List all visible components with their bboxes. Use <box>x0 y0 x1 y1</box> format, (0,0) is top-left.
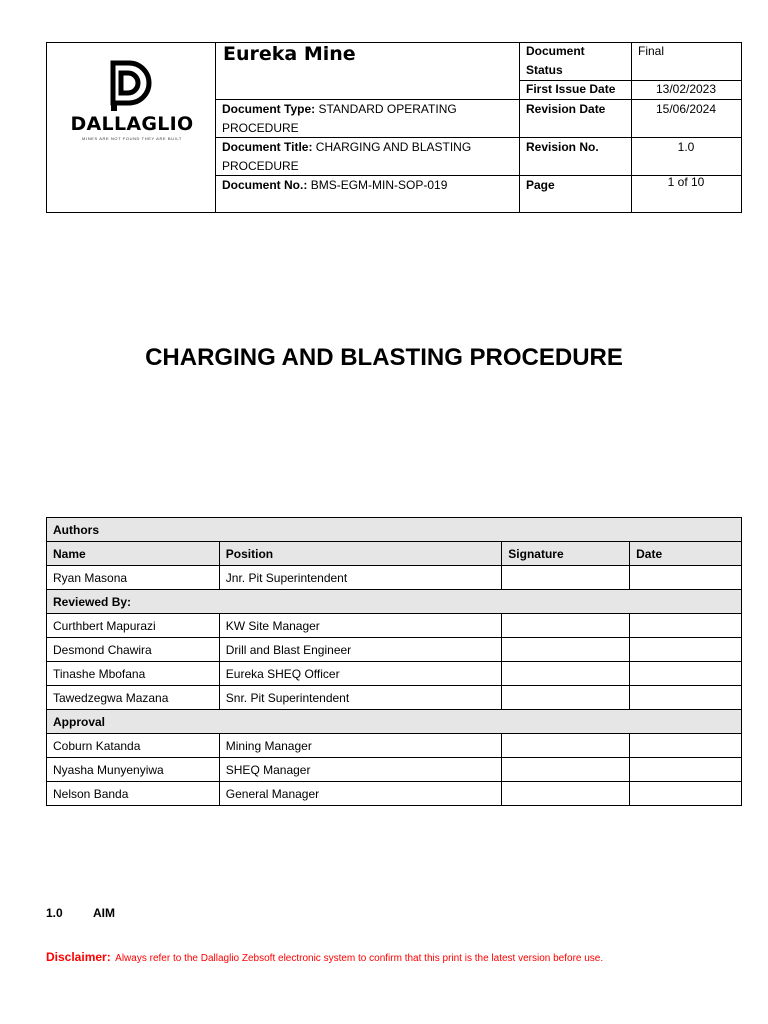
signature-cell <box>502 614 630 638</box>
signature-cell <box>502 758 630 782</box>
approver-name: Nelson Banda <box>47 782 220 806</box>
signature-cell <box>502 686 630 710</box>
approver-position: General Manager <box>219 782 502 806</box>
approver-name: Nyasha Munyenyiwa <box>47 758 220 782</box>
revision-date-value: 15/06/2024 <box>655 102 717 116</box>
approver-position: SHEQ Manager <box>219 758 502 782</box>
approval-heading-row <box>47 710 742 734</box>
date-cell <box>630 758 742 782</box>
logo-wordmark: DALLAGLIO <box>70 113 194 135</box>
disclaimer-label: Disclaimer: <box>46 950 111 964</box>
page-title: CHARGING AND BLASTING PROCEDURE <box>145 344 623 371</box>
reviewer-position: Drill and Blast Engineer <box>219 638 502 662</box>
signature-cell <box>502 662 630 686</box>
revision-no-value: 1.0 <box>677 140 695 154</box>
table-row <box>47 782 742 806</box>
authors-heading-row <box>47 518 742 542</box>
date-cell <box>630 566 742 590</box>
approver-name: Coburn Katanda <box>47 734 220 758</box>
column-header-row <box>47 542 742 566</box>
disclaimer-text: Always refer to the Dallaglio Zebsoft electronic system to confirm that this print is the latest version before use. <box>115 953 604 964</box>
reviewed-heading: Reviewed By: <box>47 590 742 614</box>
disclaimer <box>46 948 603 966</box>
date-cell <box>630 638 742 662</box>
date-cell <box>630 614 742 638</box>
signature-cell <box>502 734 630 758</box>
table-row <box>47 638 742 662</box>
document-header <box>46 42 742 213</box>
page-label: Page <box>526 178 555 192</box>
date-cell <box>630 686 742 710</box>
revision-date-label: Revision Date <box>526 102 606 116</box>
section-number: 1.0 <box>46 906 63 920</box>
authors-table <box>46 517 742 806</box>
author-position: Jnr. Pit Superintendent <box>219 566 502 590</box>
table-row <box>47 662 742 686</box>
column-header: Signature <box>502 542 630 566</box>
signature-cell <box>502 638 630 662</box>
reviewer-position: KW Site Manager <box>219 614 502 638</box>
reviewer-position: Snr. Pit Superintendent <box>219 686 502 710</box>
first-issue-label: First Issue Date <box>526 82 616 96</box>
status-value: Final <box>638 44 665 58</box>
column-header: Name <box>47 542 220 566</box>
logo-tagline: MINES ARE NOT FOUND THEY ARE BUILT <box>82 136 182 141</box>
document-title: Document Title: CHARGING AND BLASTING PROCEDURE <box>222 140 472 173</box>
reviewer-position: Eureka SHEQ Officer <box>219 662 502 686</box>
column-header: Position <box>219 542 502 566</box>
reviewed-heading-row <box>47 590 742 614</box>
document-number: Document No.: BMS-EGM-MIN-SOP-019 <box>222 178 448 192</box>
table-row <box>47 734 742 758</box>
reviewer-name: Tawedzegwa Mazana <box>47 686 220 710</box>
date-cell <box>630 734 742 758</box>
section-heading: AIM <box>93 906 115 920</box>
table-row <box>47 758 742 782</box>
mine-name: Eureka Mine <box>223 43 356 65</box>
document-type: Document Type: STANDARD OPERATING PROCEDURE <box>222 102 457 135</box>
first-issue-value: 13/02/2023 <box>655 82 717 96</box>
table-row <box>47 566 742 590</box>
table-row <box>47 614 742 638</box>
authors-heading: Authors <box>47 518 742 542</box>
date-cell <box>630 782 742 806</box>
reviewer-name: Desmond Chawira <box>47 638 220 662</box>
signature-cell <box>502 782 630 806</box>
revision-no-label: Revision No. <box>526 140 599 154</box>
column-header: Date <box>630 542 742 566</box>
reviewer-name: Curthbert Mapurazi <box>47 614 220 638</box>
signature-cell <box>502 566 630 590</box>
author-name: Ryan Masona <box>47 566 220 590</box>
approval-heading: Approval <box>47 710 742 734</box>
page-value: 1 of 10 <box>667 175 705 189</box>
status-label: Document Status <box>526 44 585 77</box>
reviewer-name: Tinashe Mbofana <box>47 662 220 686</box>
approver-position: Mining Manager <box>219 734 502 758</box>
date-cell <box>630 662 742 686</box>
dallaglio-logo-icon <box>63 57 201 117</box>
table-row <box>47 686 742 710</box>
